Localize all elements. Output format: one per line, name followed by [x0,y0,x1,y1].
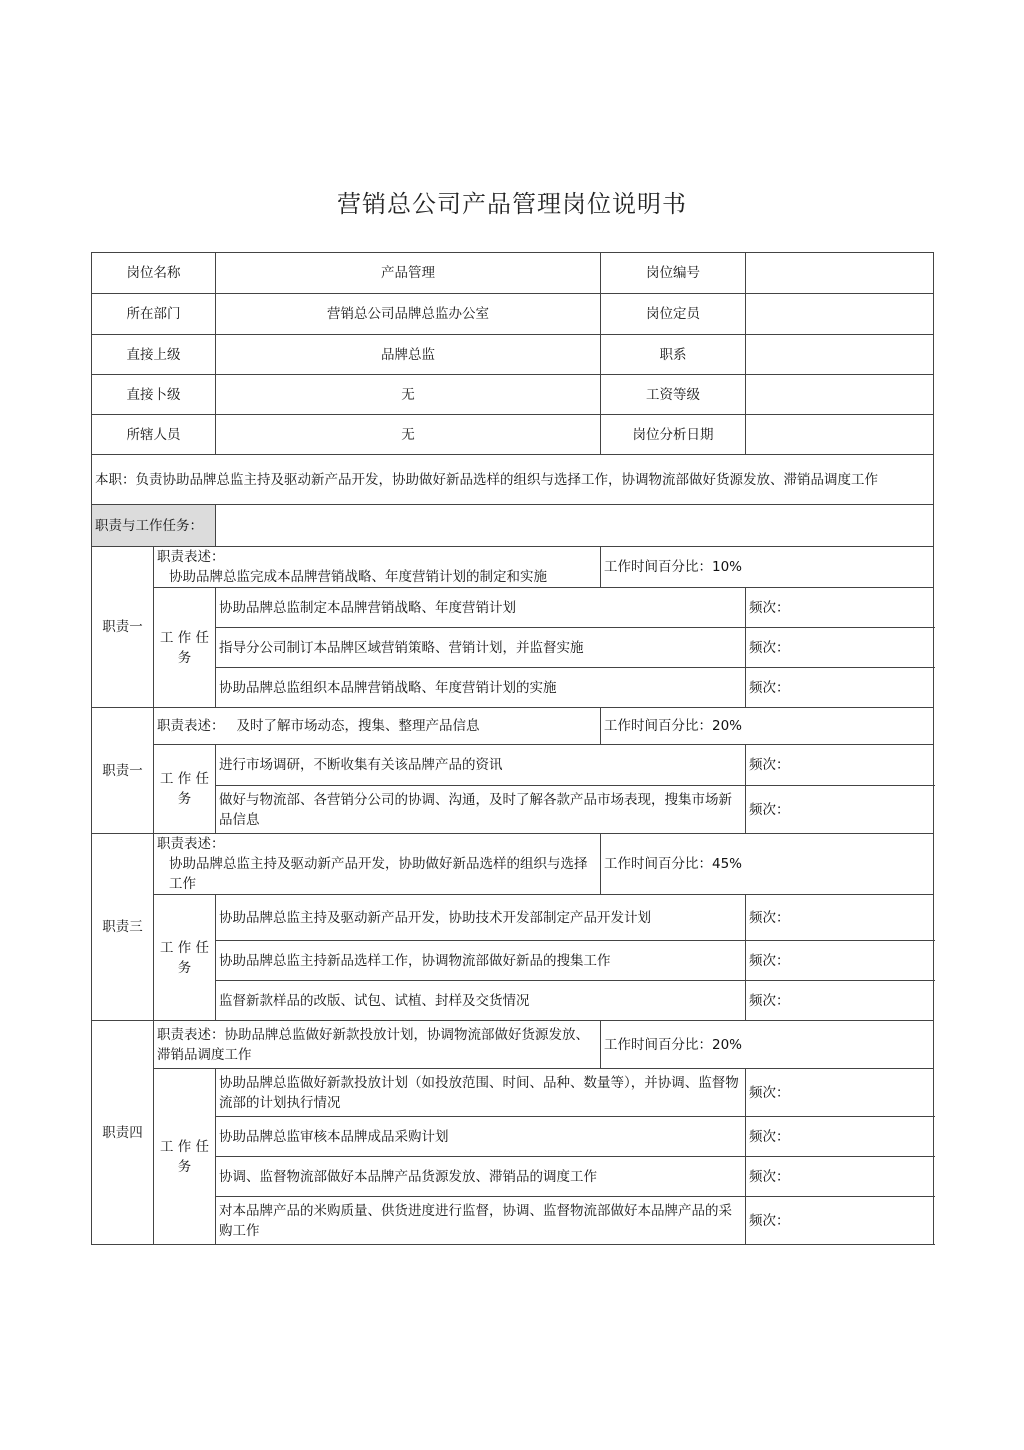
frequency: 频次： [746,981,934,1021]
info-value: 无 [216,415,601,455]
task-row [92,941,934,981]
info-label: 所辖人员 [92,415,216,455]
info-label: 直接卜级 [92,375,216,415]
task-row [92,1197,934,1245]
task-label: 工 作 任 务 [154,895,216,1021]
task-row [92,981,934,1021]
task-row [92,628,934,668]
duty-description: 职责表述：协助品牌总监主持及驱动新产品开发，协助做好新品选样的组织与选择工作 [154,834,601,895]
task-row [92,895,934,941]
info-row [92,375,934,415]
time-percentage: 工作时间百分比：10% [601,547,934,588]
frequency: 频次： [746,745,934,786]
info-row [92,294,934,335]
info-label: 直接上级 [92,335,216,375]
task-row [92,588,934,628]
task-item: 对本品牌产品的米购质量、供货进度进行监督，协调、监督物流部做好本品牌产品的采购工作 [216,1197,746,1245]
section-header: 职责与工作任务： [92,505,216,547]
info-label: 岗位分析日期 [601,415,746,455]
info-value: 无 [216,375,601,415]
task-item: 协助品牌总监做好新款投放计划（如投放范围、时间、品种、数量等），并协调、监督物流部的计划执行情况 [216,1069,746,1117]
info-label: 岗位定员 [601,294,746,335]
duty-description-row [92,1021,934,1069]
task-row [92,1069,934,1117]
frequency: 频次： [746,941,934,981]
duty-description: 职责表述： 及时了解市场动态，搜集、整理产品信息 [154,708,601,745]
info-value [746,415,934,455]
info-row [92,415,934,455]
duty-description-row [92,708,934,745]
task-row [92,745,934,786]
info-value: 产品管理 [216,253,601,294]
task-item: 进行市场调研，不断收集有关该品牌产品的资讯 [216,745,746,786]
task-row [92,668,934,708]
task-item: 协助品牌总监组织本品牌营销战略、年度营销计划的实施 [216,668,746,708]
frequency: 频次： [746,588,934,628]
task-item: 协助品牌总监主持及驱动新产品开发，协助技术开发部制定产品开发计划 [216,895,746,941]
time-percentage: 工作时间百分比：20% [601,708,934,745]
duty-label: 职责一 [92,547,154,708]
info-label: 工资等级 [601,375,746,415]
frequency: 频次： [746,1157,934,1197]
info-row [92,253,934,294]
frequency: 频次： [746,1197,934,1245]
duty-label: 职责三 [92,834,154,1021]
task-item: 协助品牌总监审核本品牌成品采购计划 [216,1117,746,1157]
job-summary: 本职：负责协助品牌总监主持及驱动新产品开发，协助做好新品选样的组织与选择工作，协调物流部做好货源发放、滞销品调度工作 [92,455,934,505]
task-label: 工 作 任 务 [154,1069,216,1245]
info-label: 所在部门 [92,294,216,335]
time-percentage: 工作时间百分比：45% [601,834,934,895]
task-label: 工 作 任 务 [154,745,216,834]
info-value [746,253,934,294]
duty-description-row [92,834,934,895]
frequency: 频次： [746,1069,934,1117]
info-value [746,335,934,375]
task-row [92,786,934,834]
task-row [92,1157,934,1197]
duty-description-row [92,547,934,588]
frequency: 频次： [746,895,934,941]
job-description-table [91,252,934,1245]
info-label: 职系 [601,335,746,375]
task-item: 指导分公司制订本品牌区域营销策略、营销计划，并监督实施 [216,628,746,668]
frequency: 频次： [746,786,934,834]
task-row [92,1117,934,1157]
task-item: 监督新款样品的改版、试包、试植、封样及交货情况 [216,981,746,1021]
info-label: 岗位编号 [601,253,746,294]
info-value: 营销总公司品牌总监办公室 [216,294,601,335]
task-item: 协助品牌总监主持新品选样工作，协调物流部做好新品的搜集工作 [216,941,746,981]
duty-label: 职责四 [92,1021,154,1245]
duty-label: 职责一 [92,708,154,834]
duty-description: 职责表述：协助品牌总监完成本品牌营销战略、年度营销计划的制定和实施 [154,547,601,588]
info-label: 岗位名称 [92,253,216,294]
frequency: 频次： [746,1117,934,1157]
time-percentage: 工作时间百分比：20% [601,1021,934,1069]
task-item: 做好与物流部、各营销分公司的协调、沟通，及时了解各款产品市场表现，搜集市场新品信息 [216,786,746,834]
task-item: 协调、监督物流部做好本品牌产品货源发放、滞销品的调度工作 [216,1157,746,1197]
frequency: 频次： [746,668,934,708]
duty-description: 职责表述：协助品牌总监做好新款投放计划，协调物流部做好货源发放、滞销品调度工作 [154,1021,601,1069]
frequency: 频次： [746,628,934,668]
document-title: 营销总公司产品管理岗位说明书 [337,190,687,218]
task-label: 工 作 任 务 [154,588,216,708]
info-value [746,294,934,335]
task-item: 协助品牌总监制定本品牌营销战略、年度营销计划 [216,588,746,628]
info-value [746,375,934,415]
info-row [92,335,934,375]
info-value: 品牌总监 [216,335,601,375]
